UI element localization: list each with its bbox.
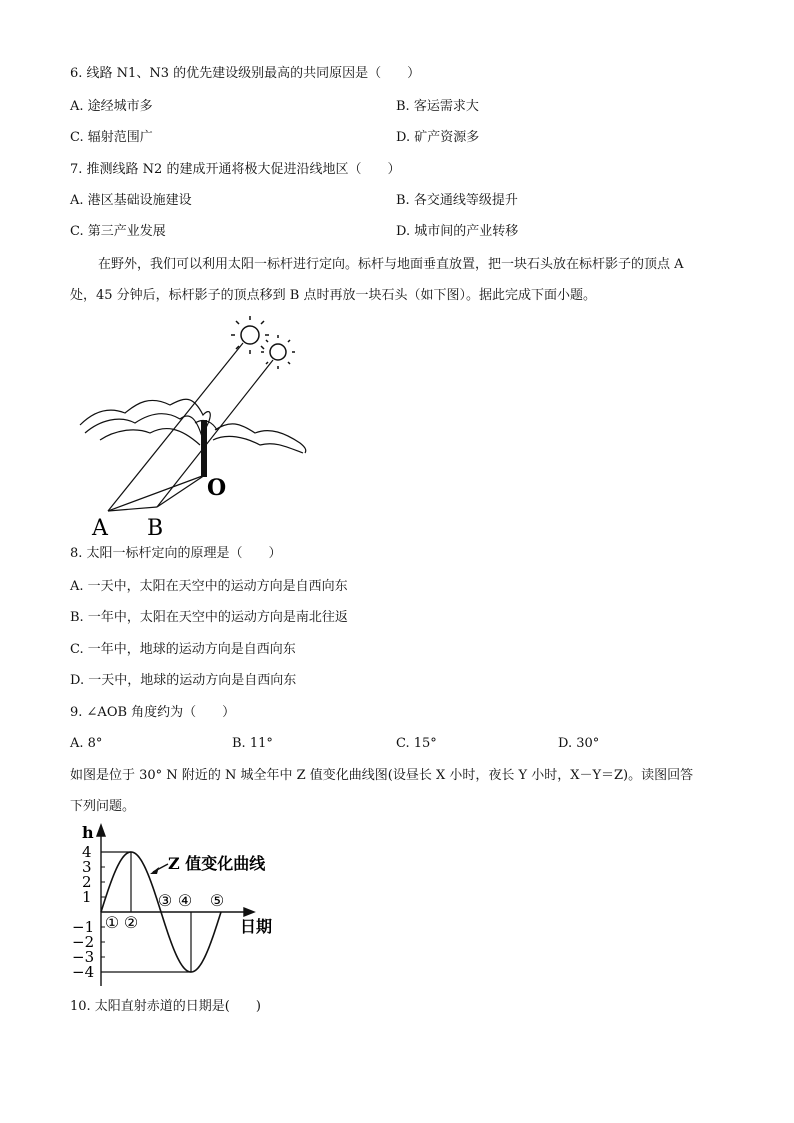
intro1-line2: 处，45 分钟后，标杆影子的顶点移到 B 点时再放一块石头（如下图）。据此完成下面小题。 <box>70 288 596 303</box>
mountains-illustration <box>80 399 306 453</box>
intro1-line1: 在野外，我们可以利用太阳一标杆进行定向。标杆与地面垂直放置，把一块石头放在标杆影子的顶点 A <box>98 257 684 272</box>
sun-icon <box>261 335 295 369</box>
curve-label-arrowhead <box>150 867 159 874</box>
q8-option-b: B. 一年中，太阳在天空中的运动方向是南北往返 <box>70 610 348 625</box>
q9-option-a: A. 8° <box>70 736 103 751</box>
intro2-line2: 下列问题。 <box>70 799 136 814</box>
q8-option-c: C. 一年中，地球的运动方向是自西向东 <box>70 642 296 657</box>
q8-option-a: A. 一天中，太阳在天空中的运动方向是自西向东 <box>70 579 348 594</box>
q6-option-c: C. 辐射范围广 <box>70 130 153 145</box>
q7-option-b: B. 各交通线等级提升 <box>396 193 518 208</box>
q10-stem: 10. 太阳直射赤道的日期是( ) <box>70 999 261 1014</box>
q7-option-d: D. 城市间的产业转移 <box>396 224 519 239</box>
y-tick-label: 1 <box>82 888 92 906</box>
sun-icon <box>231 316 269 354</box>
label-o: O <box>207 475 227 501</box>
y-tick-label: −1 <box>72 918 95 936</box>
y-tick-label: −4 <box>72 963 95 981</box>
x-marker-label: ③ <box>157 891 173 910</box>
q8-stem: 8. 太阳一标杆定向的原理是（ ） <box>70 546 282 561</box>
y-tick-label: 2 <box>82 873 92 891</box>
y-axis-arrow <box>97 825 105 836</box>
segment-ab <box>108 507 157 511</box>
q6-option-a: A. 途经城市多 <box>70 99 153 114</box>
q7-option-c: C. 第三产业发展 <box>70 224 166 239</box>
intro2-line1: 如图是位于 30° N 附近的 N 城全年中 Z 值变化曲线图(设昼长 X 小时，夜长 Y 小时，X－Y＝Z)。读图回答 <box>70 768 694 783</box>
shadow-ob <box>157 475 205 507</box>
y-tick-label: −3 <box>72 948 95 966</box>
z-value-chart <box>68 820 308 992</box>
x-axis-label: 日期 <box>240 917 273 936</box>
q7-stem: 7. 推测线路 N2 的建成开通将极大促进沿线地区（ ） <box>70 162 401 177</box>
y-axis-label: h <box>82 823 94 842</box>
y-tick-label: 3 <box>82 858 92 876</box>
x-axis-arrow <box>244 908 254 916</box>
pole <box>201 420 207 477</box>
q7-option-a: A. 港区基础设施建设 <box>70 193 192 208</box>
q6-option-b: B. 客运需求大 <box>396 99 479 114</box>
label-b: B <box>147 516 164 540</box>
x-marker-label: ② <box>123 913 139 932</box>
y-tick-label: −2 <box>72 933 95 951</box>
q9-option-b: B. 11° <box>232 736 273 751</box>
sun-pole-figure <box>75 315 315 540</box>
q6-option-d: D. 矿产资源多 <box>396 130 480 145</box>
curve-label: Z 值变化曲线 <box>168 854 266 873</box>
q8-option-d: D. 一天中，地球的运动方向是自西向东 <box>70 673 297 688</box>
x-marker-label: ① <box>104 913 120 932</box>
x-marker-label: ⑤ <box>209 891 225 910</box>
q6-stem: 6. 线路 N1、N3 的优先建设级别最高的共同原因是（ ） <box>70 66 421 81</box>
q9-option-c: C. 15° <box>396 736 437 751</box>
x-marker-label: ④ <box>177 891 193 910</box>
q9-stem: 9. ∠AOB 角度约为（ ） <box>70 705 236 720</box>
y-tick-label: 4 <box>82 843 92 861</box>
q9-option-d: D. 30° <box>558 736 600 751</box>
label-a: A <box>92 516 108 540</box>
